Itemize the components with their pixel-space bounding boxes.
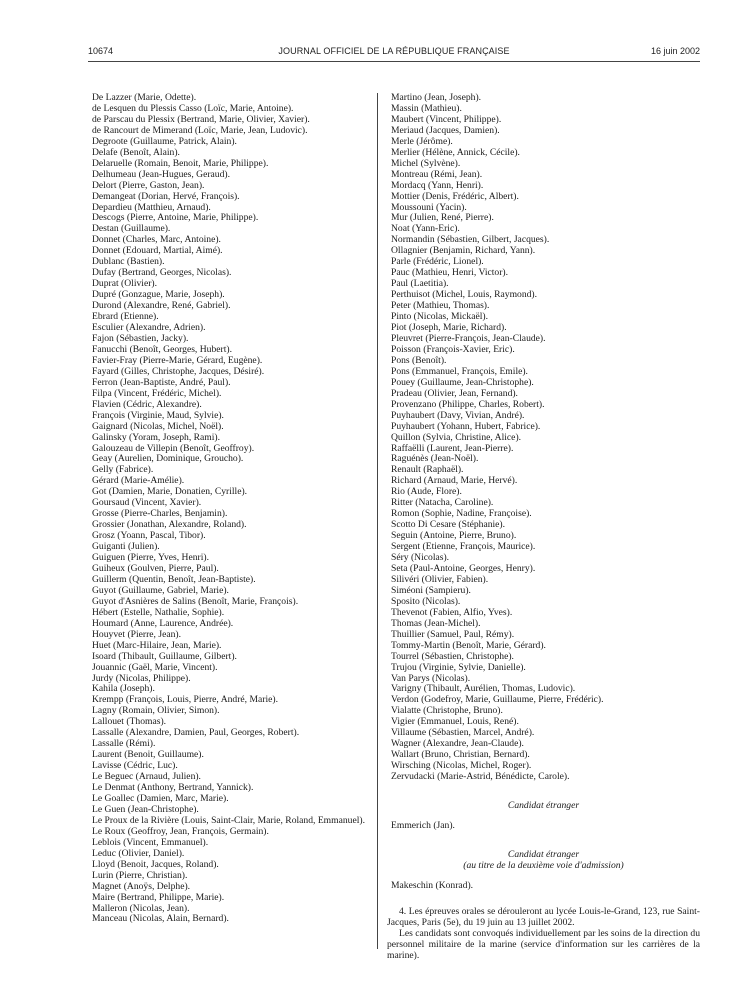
list-item: de Lesquen du Plessis Casso (Loïc, Marie, Antoine). [92, 102, 294, 114]
list-item: Verdon (Godefroy, Marie, Guillaume, Pierre, Frédéric). [391, 694, 604, 706]
list-item: Sergent (Etienne, François, Maurice). [391, 541, 536, 553]
list-item: Thomas (Jean-Michel). [391, 617, 481, 629]
list-item: Tourrel (Sébastien, Christophe). [391, 650, 514, 662]
list-item: Scotto Di Cesare (Stéphanie). [391, 519, 506, 531]
list-item: Magnet (Anoÿs, Delphe). [92, 880, 191, 892]
list-item: Seguin (Antoine, Pierre, Bruno). [391, 530, 517, 542]
list-item: Le Denmat (Anthony, Bertrand, Yannick). [92, 782, 254, 794]
right-column [387, 93, 700, 962]
list-item: Noat (Yann-Eric). [391, 223, 460, 235]
list-item: Guillerm (Quentin, Benoît, Jean-Baptiste). [92, 573, 256, 585]
list-item: Lloyd (Benoit, Jacques, Roland). [92, 858, 219, 870]
list-item: Le Guen (Jean-Christophe). [92, 803, 199, 815]
list-item: Raffaëlli (Laurent, Jean-Pierre). [391, 442, 514, 454]
list-item: Seta (Paul-Antoine, Georges, Henry). [391, 562, 536, 574]
list-item: Guyot (Guillaume, Gabriel, Marie). [92, 584, 229, 596]
list-item: Trujou (Virginie, Sylvie, Danielle). [391, 661, 526, 673]
list-item: Siméoni (Sampieru). [391, 584, 471, 596]
list-item: Silivéri (Olivier, Fabien). [391, 573, 489, 585]
list-item: Leblois (Vincent, Emmanuel). [92, 836, 209, 848]
list-item: Houyvet (Pierre, Jean). [92, 628, 181, 640]
list-item: Hébert (Estelle, Nathalie, Sophie). [92, 606, 225, 618]
column-divider [377, 93, 378, 949]
list-item: Thuillier (Samuel, Paul, Rémy). [391, 628, 515, 640]
list-item: Wirsching (Nicolas, Michel, Roger). [391, 760, 532, 772]
list-item: Piot (Joseph, Marie, Richard). [391, 322, 507, 334]
list-item: Depardieu (Matthieu, Arnaud). [92, 201, 211, 213]
list-item: Merle (Jérôme). [391, 135, 453, 147]
list-item: Gérard (Marie-Amélie). [92, 475, 185, 487]
list-item: Lassalle (Rémi). [92, 738, 156, 750]
list-item: Peter (Mathieu, Thomas). [391, 300, 490, 312]
list-item: Van Parys (Nicolas). [391, 672, 471, 684]
header-rule [88, 61, 700, 62]
list-item: Dupré (Gonzague, Marie, Joseph). [92, 289, 225, 301]
page-number: 10674 [88, 46, 114, 56]
list-item: Guiganti (Julien). [92, 541, 160, 553]
foreign-candidate-heading: Candidat étranger [507, 800, 580, 812]
list-item: Flavien (Cédric, Alexandre). [92, 398, 202, 410]
list-item: Tommy-Martin (Benoît, Marie, Gérard). [391, 639, 546, 651]
list-item: Delort (Pierre, Gaston, Jean). [92, 179, 205, 191]
list-item: Krempp (François, Louis, Pierre, André, Marie). [92, 694, 278, 706]
list-item: Martino (Jean, Joseph). [391, 92, 482, 103]
list-item: Mottier (Denis, Frédéric, Albert). [391, 190, 519, 202]
list-item: Destan (Guillaume). [92, 223, 171, 235]
list-item: Delhumeau (Jean-Hugues, Geraud). [92, 168, 230, 180]
list-item: Durond (Alexandre, René, Gabriel). [92, 300, 231, 312]
list-item: Leduc (Olivier, Daniel). [92, 847, 185, 859]
list-item: Zervudacki (Marie-Astrid, Bénédicte, Carole). [391, 771, 570, 783]
issue-date: 16 juin 2002 [650, 46, 700, 56]
list-item: Demangeat (Dorian, Hervé, François). [92, 190, 240, 202]
list-item: Galinsky (Yoram, Joseph, Rami). [92, 431, 221, 443]
list-item: Wallart (Bruno, Christian, Bernard). [391, 749, 530, 761]
list-item: Merlier (Hélène, Annick, Cécile). [391, 146, 520, 158]
list-item: Vialatte (Christophe, Bruno). [391, 705, 503, 717]
list-item: Varigny (Thibault, Aurélien, Thomas, Ludovic). [391, 683, 576, 695]
list-item: Thevenot (Fabien, Alfio, Yves). [391, 606, 513, 618]
list-item: Fanucchi (Benoît, Georges, Hubert). [92, 343, 232, 355]
list-item: Lagny (Romain, Olivier, Simon). [92, 705, 220, 717]
list-item: Jurdy (Nicolas, Philippe). [92, 672, 191, 684]
list-item: Le Roux (Geoffroy, Jean, François, Germain). [92, 825, 269, 837]
list-item: Sposito (Nicolas). [391, 595, 461, 607]
convocation-paragraph: Les candidats sont convoqués individuellement par les soins de la direction du personnel militaire de la marine (service d'information sur les carrières de la marine). [387, 927, 700, 961]
list-item: Huet (Marc-Hilaire, Jean, Marie). [92, 639, 222, 651]
list-item: Grosz (Yoann, Pascal, Tibor). [92, 530, 206, 542]
list-item: Fayard (Gilles, Christophe, Jacques, Désiré). [92, 365, 265, 377]
list-item: Séry (Nicolas). [391, 552, 450, 564]
list-item: Rio (Aude, Flore). [391, 486, 462, 498]
list-item: Paul (Laetitia). [391, 278, 449, 290]
list-item: Quillon (Sylvia, Christine, Alice). [391, 431, 522, 443]
list-item: Guiguen (Pierre, Yves, Henri). [92, 552, 209, 564]
list-item: Lavisse (Cédric, Luc). [92, 760, 178, 772]
list-item: Montreau (Rémi, Jean). [391, 168, 483, 180]
list-item: Lassalle (Alexandre, Damien, Paul, Georges, Robert). [92, 727, 300, 739]
list-item: Descogs (Pierre, Antoine, Marie, Philippe). [92, 212, 259, 224]
journal-title: JOURNAL OFFICIEL DE LA RÉPUBLIQUE FRANÇAISE [278, 46, 510, 56]
list-item: Ritter (Natacha, Caroline). [391, 497, 494, 509]
list-item: De Lazzer (Marie, Odette). [92, 92, 197, 103]
list-item: Massin (Mathieu). [391, 102, 462, 114]
list-item: Delaruelle (Romain, Benoit, Marie, Philippe). [92, 157, 269, 169]
list-item: Pleuvret (Pierre-François, Jean-Claude). [391, 332, 546, 344]
foreign-candidate-second-heading: Candidat étranger [507, 848, 580, 860]
list-item: Puyhaubert (Davy, Vivian, André). [391, 409, 525, 421]
list-item: Raguénès (Jean-Noël). [391, 453, 479, 465]
list-item: Duprat (Olivier). [92, 278, 158, 290]
list-item: Le Proux de la Rivière (Louis, Saint-Clair, Marie, Roland, Emmanuel). [92, 814, 365, 826]
list-item: Esculier (Alexandre, Adrien). [92, 322, 206, 334]
list-item: Lallouet (Thomas). [92, 716, 167, 728]
list-item: Vigier (Emmanuel, Louis, René). [391, 716, 519, 728]
list-item: Filpa (Vincent, Frédéric, Michel). [92, 387, 222, 399]
list-item: Pouey (Guillaume, Jean-Christophe). [391, 376, 534, 388]
list-item: Maubert (Vincent, Philippe). [391, 113, 502, 125]
list-item: Maire (Bertrand, Philippe, Marie). [92, 891, 225, 903]
list-item: Ollagnier (Benjamin, Richard, Yann). [391, 245, 536, 257]
list-item: Perthuisot (Michel, Louis, Raymond). [391, 289, 538, 301]
list-item: Dufay (Bertrand, Georges, Nicolas). [92, 267, 232, 279]
list-item: de Rancourt de Mimerand (Loïc, Marie, Jean, Ludovic). [92, 124, 308, 136]
list-item: Le Beguec (Arnaud, Julien). [92, 771, 201, 783]
list-item: Guyot d'Asnières de Salins (Benoît, Marie, François). [92, 595, 299, 607]
list-item: Wagner (Alexandre, Jean-Claude). [391, 738, 524, 750]
list-item: Meriaud (Jacques, Damien). [391, 124, 500, 136]
list-item: Got (Damien, Marie, Donatien, Cyrille). [92, 486, 248, 498]
list-item: Fajon (Sébastien, Jacky). [92, 332, 189, 344]
list-item: Laurent (Benoit, Guillaume). [92, 749, 204, 761]
list-item: Poisson (François-Xavier, Eric). [391, 343, 515, 355]
list-item: Goursaud (Vincent, Xavier). [92, 497, 202, 509]
list-item: Grosse (Pierre-Charles, Benjamin). [92, 508, 228, 520]
list-item: Donnet (Charles, Marc, Antoine). [92, 234, 221, 246]
list-item: Jouannic (Gaël, Marie, Vincent). [92, 661, 218, 673]
list-item: Mur (Julien, René, Pierre). [391, 212, 494, 224]
list-item: Lurin (Pierre, Christian). [92, 869, 188, 881]
foreign-candidate-second-subheading: (au titre de la deuxième voie d'admission) [463, 859, 624, 871]
list-item: Richard (Arnaud, Marie, Hervé). [391, 475, 518, 487]
list-item: Favier-Fray (Pierre-Marie, Gérard, Eugène). [92, 354, 263, 366]
list-item: Puyhaubert (Yohann, Hubert, Fabrice). [391, 420, 541, 432]
list-item: Guiheux (Goulven, Pierre, Paul). [92, 562, 219, 574]
list-item: Normandin (Sébastien, Gilbert, Jacques). [391, 234, 550, 246]
list-item: Moussouni (Yacin). [391, 201, 467, 213]
list-item: Houmard (Anne, Laurence, Andrée). [92, 617, 234, 629]
list-item: Galouzeau de Villepin (Benoît, Geoffroy). [92, 442, 255, 454]
list-item: Pons (Emmanuel, François, Emile). [391, 365, 528, 377]
right-name-list [387, 93, 700, 783]
list-item: Gaignard (Nicolas, Michel, Noël). [92, 420, 224, 432]
oral-exams-paragraph: 4. Les épreuves orales se dérouleront au lycée Louis-le-Grand, 123, rue Saint-Jacques, Paris (5e), du 19 juin au 13 juillet 2002. [387, 905, 700, 928]
list-item: Manceau (Nicolas, Alain, Bernard). [92, 913, 229, 925]
list-item: Renault (Raphaël). [391, 464, 464, 476]
list-item: Pinto (Nicolas, Mickaël). [391, 311, 488, 323]
list-item: Donnet (Edouard, Martial, Aimé). [92, 245, 223, 257]
list-item: Isoard (Thibault, Guillaume, Gilbert). [92, 650, 237, 662]
list-item: Michel (Sylvène). [391, 157, 461, 169]
list-item: Kahila (Joseph). [92, 683, 155, 695]
list-item: Pauc (Mathieu, Henri, Victor). [391, 267, 509, 279]
foreign-candidate-second-name: Makeschin (Konrad). [391, 879, 474, 891]
list-item: de Parscau du Plessix (Bertrand, Marie, Olivier, Xavier). [92, 113, 310, 125]
foreign-candidate-name: Emmerich (Jan). [391, 820, 455, 831]
list-item: Geay (Aurelien, Dominique, Groucho). [92, 453, 244, 465]
list-item: François (Virginie, Maud, Sylvie). [92, 409, 224, 421]
page-header [88, 46, 700, 60]
list-item: Pradeau (Olivier, Jean, Fernand). [391, 387, 518, 399]
list-item: Provenzano (Philippe, Charles, Robert). [391, 398, 545, 410]
left-column [88, 93, 368, 925]
list-item: Pons (Benoît). [391, 354, 447, 366]
list-item: Ferron (Jean-Baptiste, André, Paul). [92, 376, 231, 388]
list-item: Dublanc (Bastien). [92, 256, 165, 268]
list-item: Delafe (Benoît, Alain). [92, 146, 180, 158]
list-item: Ebrard (Etienne). [92, 311, 159, 323]
list-item: Malleron (Nicolas, Jean). [92, 902, 190, 914]
list-item: Villaume (Sébastien, Marcel, André). [391, 727, 535, 739]
list-item: Le Goallec (Damien, Marc, Marie). [92, 793, 229, 804]
list-item: Romon (Sophie, Nadine, Françoise). [391, 508, 532, 520]
list-item: Mordacq (Yann, Henri). [391, 179, 484, 191]
list-item: Parle (Frédéric, Lionel). [391, 256, 484, 268]
list-item: Gelly (Fabrice). [92, 464, 154, 476]
list-item: Degroote (Guillaume, Patrick, Alain). [92, 135, 237, 147]
list-item: Grossier (Jonathan, Alexandre, Roland). [92, 519, 247, 531]
